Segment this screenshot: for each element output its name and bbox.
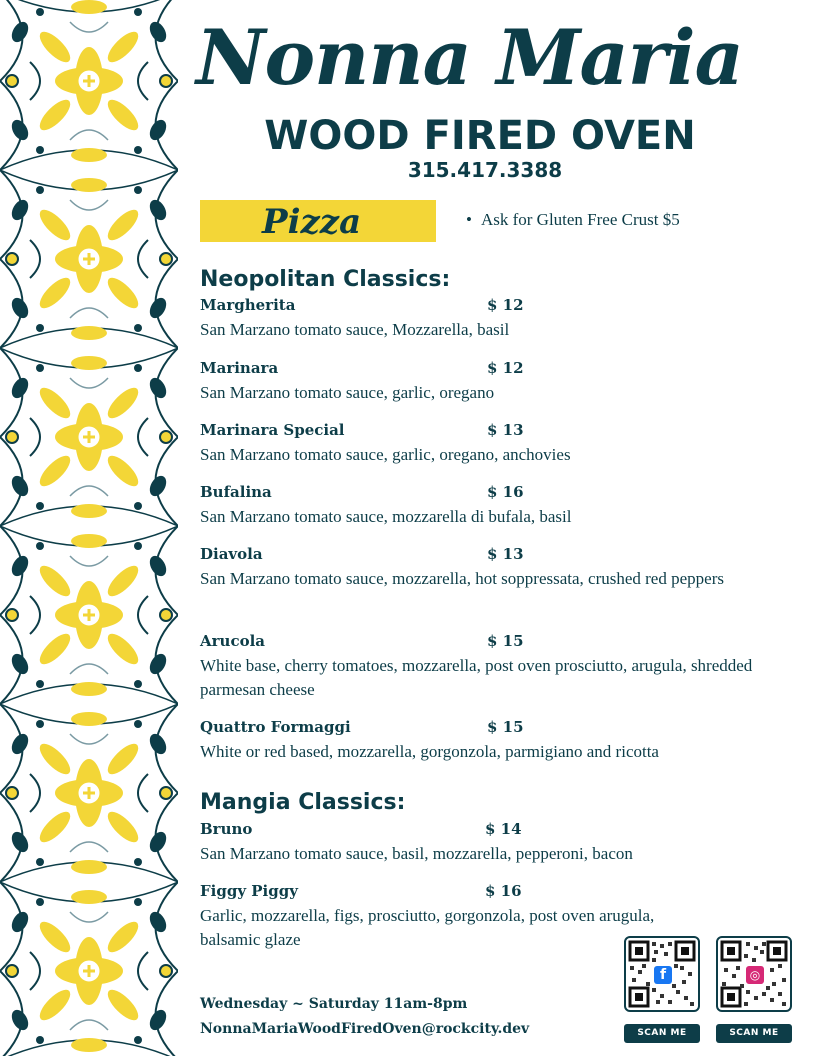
scan-me-button-instagram[interactable]: SCAN ME [716,1024,792,1043]
menu-item-description: Garlic, mozzarella, figs, prosciutto, gorgonzola, post oven arugula, balsamic glaze [200,906,655,949]
menu-item-name: Margherita [200,296,296,314]
tile-pattern-icon [0,0,178,1056]
menu-item-price: $ 15 [487,718,524,736]
menu-item-description: San Marzano tomato sauce, mozzarella di bufala, basil [200,507,572,526]
scan-me-button-facebook[interactable]: SCAN ME [624,1024,700,1043]
menu-item-price: $ 12 [487,296,524,314]
business-hours: Wednesday ~ Saturday 11am-8pm [200,996,468,1012]
section-label: Pizza [262,202,362,242]
decorative-tile-border [0,0,178,1056]
menu-item-price: $ 14 [485,820,522,838]
menu-item-name: Arucola [200,632,266,650]
menu-item-description: San Marzano tomato sauce, garlic, oregano [200,383,495,402]
instagram-icon: ◎ [746,966,764,984]
instagram-qr-code[interactable] [716,936,792,1012]
menu-item [200,356,770,405]
menu-item-name: Diavola [200,545,263,563]
menu-item [200,480,770,529]
contact-email[interactable]: NonnaMariaWoodFiredOven@rockcity.dev [200,1021,530,1037]
menu-item-name: Quattro Formaggi [200,718,351,736]
menu-item-description: San Marzano tomato sauce, mozzarella, hot soppressata, crushed red peppers [200,569,724,588]
restaurant-subtitle: WOOD FIRED OVEN [264,113,696,159]
group-heading-mangia: Mangia Classics: [200,790,406,815]
gluten-free-note [466,208,680,232]
menu-item [200,629,770,702]
menu-item-description: San Marzano tomato sauce, basil, mozzarella, pepperoni, bacon [200,844,633,863]
menu-item-name: Marinara [200,359,279,377]
menu-item-price: $ 12 [487,359,524,377]
menu-item-name: Marinara Special [200,421,345,439]
restaurant-name: Nonna Maria [196,13,743,102]
menu-item-name: Bruno [200,820,253,838]
facebook-qr-code[interactable] [624,936,700,1012]
menu-item-price: $ 13 [487,421,524,439]
menu-item-price: $ 15 [487,632,524,650]
menu-item-description: San Marzano tomato sauce, Mozzarella, basil [200,320,510,339]
phone-number[interactable]: 315.417.3388 [407,158,563,182]
group-heading-neopolitan: Neopolitan Classics: [200,267,451,292]
gluten-free-note-text: Ask for Gluten Free Crust $5 [480,210,680,229]
menu-item-description: White base, cherry tomatoes, mozzarella, post oven prosciutto, arugula, shredded parmesan cheese [200,656,753,699]
menu-item [200,293,770,342]
menu-item-description: San Marzano tomato sauce, garlic, oregano, anchovies [200,445,571,464]
bullet-icon: • [466,210,472,229]
footer-contact [200,992,529,1042]
menu-item [200,715,770,764]
facebook-icon: f [654,966,672,984]
menu-item-name: Bufalina [200,483,272,501]
section-label-bar [200,200,436,242]
menu-item-price: $ 16 [487,483,524,501]
menu-item-price: $ 13 [487,545,524,563]
menu-item [200,817,770,866]
menu-item-description: White or red based, mozzarella, gorgonzola, parmigiano and ricotta [200,742,659,761]
menu-item [200,418,770,467]
menu-item-price: $ 16 [485,882,522,900]
menu-item-name: Figgy Piggy [200,882,298,900]
menu-item [200,542,770,591]
